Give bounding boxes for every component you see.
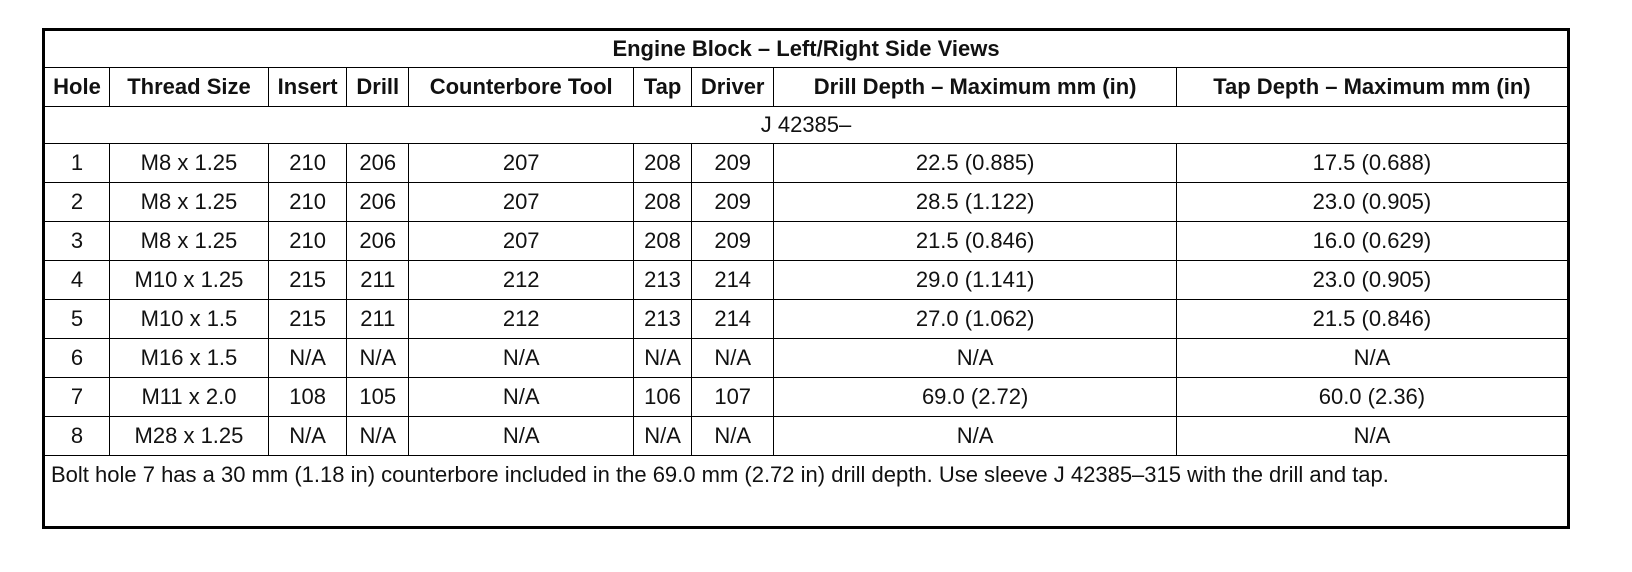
cell-counterbore-tool: 212 (409, 261, 634, 300)
cell-tap-depth: 21.5 (0.846) (1176, 300, 1568, 339)
table-row (44, 183, 1569, 222)
cell-driver: 209 (691, 183, 774, 222)
tool-kit-row (44, 107, 1569, 144)
cell-drill: N/A (347, 339, 409, 378)
cell-hole: 3 (44, 222, 110, 261)
note-row (44, 456, 1569, 528)
cell-thread-size: M8 x 1.25 (110, 144, 269, 183)
cell-tap: 208 (634, 222, 692, 261)
cell-thread-size: M10 x 1.25 (110, 261, 269, 300)
cell-drill: 206 (347, 183, 409, 222)
table-row (44, 222, 1569, 261)
header-counterbore-tool: Counterbore Tool (409, 68, 634, 107)
cell-driver: N/A (691, 339, 774, 378)
cell-driver: 209 (691, 144, 774, 183)
cell-drill: 211 (347, 261, 409, 300)
header-tap: Tap (634, 68, 692, 107)
cell-insert: 108 (268, 378, 346, 417)
cell-drill: 206 (347, 222, 409, 261)
cell-tap: 208 (634, 144, 692, 183)
cell-driver: 209 (691, 222, 774, 261)
cell-insert: 210 (268, 183, 346, 222)
cell-tap: N/A (634, 339, 692, 378)
cell-driver: 214 (691, 261, 774, 300)
cell-tap-depth: N/A (1176, 417, 1568, 456)
cell-thread-size: M11 x 2.0 (110, 378, 269, 417)
cell-drill: 105 (347, 378, 409, 417)
cell-drill-depth: 21.5 (0.846) (774, 222, 1176, 261)
cell-counterbore-tool: N/A (409, 378, 634, 417)
cell-tap-depth: 23.0 (0.905) (1176, 183, 1568, 222)
cell-hole: 5 (44, 300, 110, 339)
cell-counterbore-tool: 212 (409, 300, 634, 339)
cell-thread-size: M8 x 1.25 (110, 222, 269, 261)
cell-driver: N/A (691, 417, 774, 456)
cell-tap: 213 (634, 261, 692, 300)
cell-drill-depth: N/A (774, 417, 1176, 456)
header-row (44, 68, 1569, 107)
cell-tap: 208 (634, 183, 692, 222)
cell-insert: N/A (268, 417, 346, 456)
cell-tap: N/A (634, 417, 692, 456)
cell-tap: 213 (634, 300, 692, 339)
table-row (44, 261, 1569, 300)
cell-tap-depth: N/A (1176, 339, 1568, 378)
cell-counterbore-tool: 207 (409, 222, 634, 261)
header-insert: Insert (268, 68, 346, 107)
header-tap-depth: Tap Depth – Maximum mm (in) (1176, 68, 1568, 107)
header-driver: Driver (691, 68, 774, 107)
cell-insert: 210 (268, 222, 346, 261)
cell-counterbore-tool: N/A (409, 339, 634, 378)
cell-drill-depth: 27.0 (1.062) (774, 300, 1176, 339)
table-title: Engine Block – Left/Right Side Views (44, 30, 1569, 68)
table-note: Bolt hole 7 has a 30 mm (1.18 in) counterbore included in the 69.0 mm (2.72 in) drill depth. Use sleeve J 42385–315 with the drill and tap. (44, 456, 1569, 528)
cell-drill-depth: N/A (774, 339, 1176, 378)
spec-table-container (42, 28, 1570, 529)
header-hole: Hole (44, 68, 110, 107)
cell-thread-size: M28 x 1.25 (110, 417, 269, 456)
cell-thread-size: M8 x 1.25 (110, 183, 269, 222)
tool-kit-number: J 42385– (44, 107, 1569, 144)
table-row (44, 339, 1569, 378)
cell-tap-depth: 23.0 (0.905) (1176, 261, 1568, 300)
table-row (44, 378, 1569, 417)
cell-drill: 211 (347, 300, 409, 339)
cell-driver: 214 (691, 300, 774, 339)
cell-tap-depth: 17.5 (0.688) (1176, 144, 1568, 183)
table-row (44, 144, 1569, 183)
cell-hole: 1 (44, 144, 110, 183)
header-drill: Drill (347, 68, 409, 107)
cell-drill-depth: 28.5 (1.122) (774, 183, 1176, 222)
header-thread-size: Thread Size (110, 68, 269, 107)
cell-counterbore-tool: N/A (409, 417, 634, 456)
cell-drill-depth: 29.0 (1.141) (774, 261, 1176, 300)
table-row (44, 417, 1569, 456)
cell-hole: 6 (44, 339, 110, 378)
cell-insert: 210 (268, 144, 346, 183)
cell-driver: 107 (691, 378, 774, 417)
cell-tap-depth: 60.0 (2.36) (1176, 378, 1568, 417)
cell-tap: 106 (634, 378, 692, 417)
table-row (44, 300, 1569, 339)
cell-insert: 215 (268, 300, 346, 339)
cell-thread-size: M16 x 1.5 (110, 339, 269, 378)
cell-drill-depth: 22.5 (0.885) (774, 144, 1176, 183)
cell-tap-depth: 16.0 (0.629) (1176, 222, 1568, 261)
cell-thread-size: M10 x 1.5 (110, 300, 269, 339)
cell-insert: N/A (268, 339, 346, 378)
cell-drill: 206 (347, 144, 409, 183)
cell-counterbore-tool: 207 (409, 183, 634, 222)
spec-table (42, 28, 1570, 529)
cell-insert: 215 (268, 261, 346, 300)
header-drill-depth: Drill Depth – Maximum mm (in) (774, 68, 1176, 107)
table-body (44, 144, 1569, 456)
cell-hole: 7 (44, 378, 110, 417)
cell-drill-depth: 69.0 (2.72) (774, 378, 1176, 417)
table-title-row (44, 30, 1569, 68)
cell-drill: N/A (347, 417, 409, 456)
cell-counterbore-tool: 207 (409, 144, 634, 183)
cell-hole: 8 (44, 417, 110, 456)
cell-hole: 4 (44, 261, 110, 300)
cell-hole: 2 (44, 183, 110, 222)
